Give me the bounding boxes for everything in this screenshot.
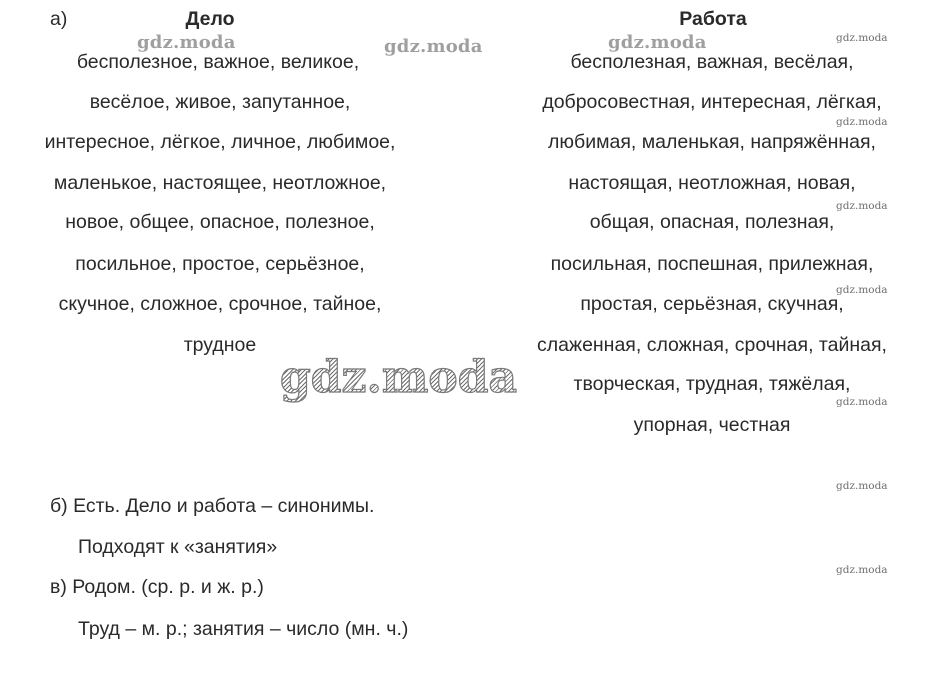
watermark-logo: gdz.moda <box>836 564 888 576</box>
right-line: общая, опасная, полезная, <box>589 211 835 233</box>
left-column-heading: Дело <box>185 8 235 30</box>
right-line: добросовестная, интересная, лёгкая, <box>542 91 882 113</box>
left-line: весёлое, живое, запутанное, <box>89 91 351 113</box>
watermark-logo: gdz.moda <box>836 32 888 44</box>
watermark-logo: gdz.moda <box>836 200 888 212</box>
section-v-line1: в) Родом. (ср. р. и ж. р.) <box>50 576 264 598</box>
section-a-marker: а) <box>50 8 68 30</box>
right-line: простая, серьёзная, скучная, <box>580 293 844 315</box>
watermark-logo: gdz.moda <box>836 116 888 128</box>
watermark-logo-large: gdz.moda <box>280 352 518 403</box>
left-line: маленькое, настоящее, неотложное, <box>53 172 387 194</box>
right-column-heading: Работа <box>679 8 747 30</box>
section-b-line1: б) Есть. Дело и работа – синонимы. <box>50 495 375 517</box>
left-line: бесполезное, важное, великое, <box>76 51 360 73</box>
left-line: трудное <box>183 334 257 356</box>
watermark-logo: gdz.moda <box>608 32 707 53</box>
section-v-line2: Труд – м. р.; занятия – число (мн. ч.) <box>78 618 409 640</box>
watermark-logo: gdz.moda <box>137 32 236 53</box>
left-line: посильное, простое, серьёзное, <box>75 253 365 275</box>
right-line: любимая, маленькая, напряжённая, <box>548 131 876 153</box>
right-line: слаженная, сложная, срочная, тайная, <box>537 334 887 356</box>
left-line: интересное, лёгкое, личное, любимое, <box>44 131 396 153</box>
watermark-logo: gdz.moda <box>384 36 483 57</box>
left-line: новое, общее, опасное, полезное, <box>65 211 375 233</box>
watermark-logo: gdz.moda <box>836 480 888 492</box>
right-line: настоящая, неотложная, новая, <box>568 172 856 194</box>
right-line: упорная, честная <box>633 414 791 436</box>
right-line: бесполезная, важная, весёлая, <box>570 51 854 73</box>
section-b-line2: Подходят к «занятия» <box>78 536 278 558</box>
right-line: творческая, трудная, тяжёлая, <box>573 373 851 395</box>
left-line: скучное, сложное, срочное, тайное, <box>58 293 382 315</box>
watermark-logo: gdz.moda <box>836 396 888 408</box>
right-line: посильная, поспешная, прилежная, <box>550 253 874 275</box>
watermark-logo: gdz.moda <box>836 284 888 296</box>
